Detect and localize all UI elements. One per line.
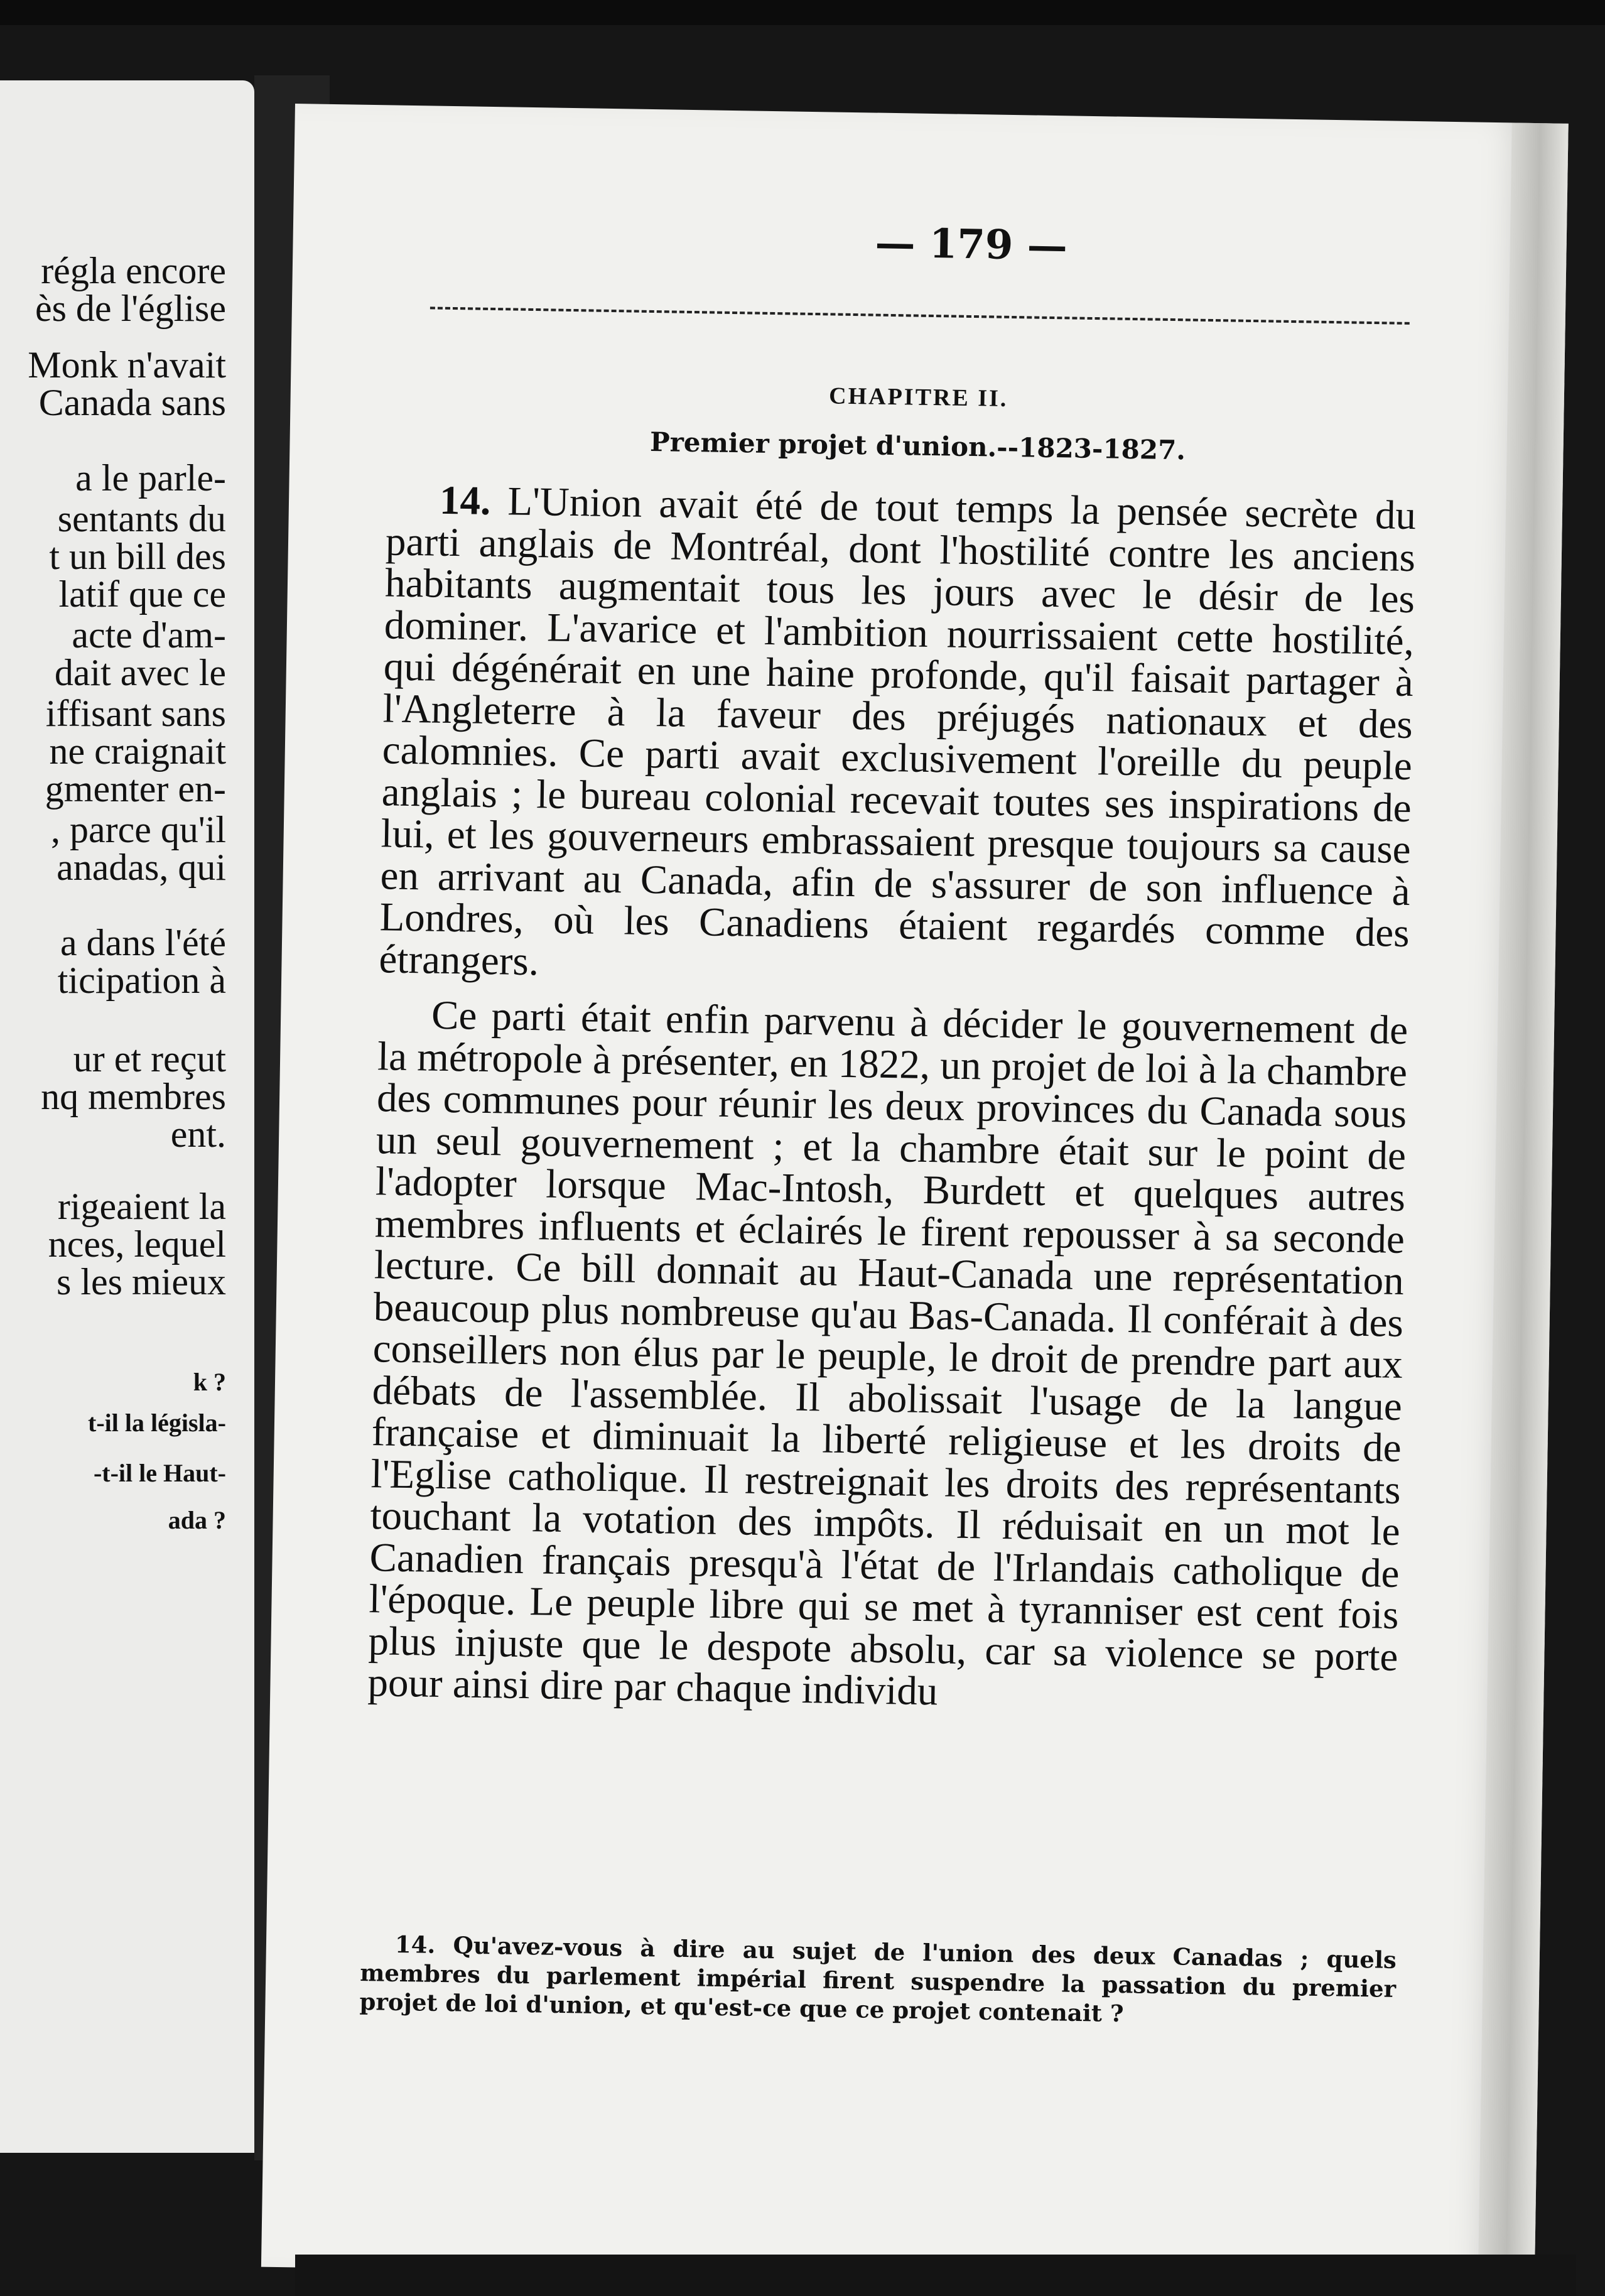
scan-border [0, 0, 1605, 25]
previous-page [0, 80, 254, 2153]
previous-page-line: acte d'am- [72, 614, 226, 656]
previous-page-line: nces, lequel [48, 1223, 226, 1265]
footnote-question: 14. Qu'avez-vous à dire au sujet de l'union des deux Canadas ; quels membres du parlement impérial firent suspendre la passation du premier projet de loi d'union, et qu'est-ce que ce projet contenait ? [359, 1930, 1397, 2028]
previous-page-line: Canada sans [38, 382, 226, 423]
previous-page-question-line: ada ? [168, 1506, 226, 1534]
previous-page-line: dait avec le [54, 652, 226, 693]
previous-page-line: ur et reçut [73, 1038, 226, 1080]
previous-page-line: gmenter en- [45, 768, 226, 810]
previous-page-line: a le parle- [75, 457, 226, 499]
page-179 [261, 104, 1569, 2287]
previous-page-line: Monk n'avait [28, 344, 226, 386]
previous-page-question-line: t-il la législa- [88, 1409, 226, 1437]
previous-page-line: t un bill des [49, 536, 226, 577]
previous-page-line: latif que ce [58, 573, 226, 615]
previous-page-line: rigeaient la [57, 1186, 226, 1227]
previous-page-line: nq membres [41, 1076, 226, 1117]
paragraph-2: Ce parti était enfin parvenu à décider le gouvernement de la métropole à présenter, en 1822, un projet de loi à la chambre des communes pour réunir les deux provinces du Canada sous un seul gouvernement ; et la chambre était sur le point de l'adopter lorsque Mac-Intosh, Burdett et quelques autres membres influents et éclairés le firent repousser à sa seconde lecture. Ce bill donnait au Haut-Canada une représentation beaucoup plus nombreuse qu'au Bas-Canada. Il conférait à des conseillers non élus par le peuple, le droit de prendre part aux débats de l'assemblée. Il abolissait l'usage de la langue française et diminuait la liberté religieuse et les droits de l'Eglise catholique. Il restreignait les droits des représentants touchant la votation des impôts. Il réduisait en un mot le Canadien français presqu'à l'état de l'Irlandais catholique de l'époque. Le peuple libre qui se met à tyranniser est cent fois plus injuste que le despote absolu, car sa violence se porte pour ainsi dire par chaque individu [367, 992, 1408, 1714]
previous-page-line: anadas, qui [57, 847, 226, 888]
previous-page-line: ne craignait [49, 730, 226, 772]
page-edge [1478, 122, 1569, 2287]
previous-page-line: a dans l'été [60, 922, 226, 963]
page-number: — 179 — [874, 219, 1068, 270]
chapter-title: CHAPITRE II. [828, 382, 1008, 412]
previous-page-line: ticipation à [57, 960, 226, 1001]
previous-page-line: , parce qu'il [50, 809, 226, 850]
previous-page-line: ent. [170, 1113, 226, 1155]
previous-page-line: ès de l'église [35, 288, 226, 329]
body-text [367, 479, 1416, 1719]
paragraph-number: 14. [439, 477, 491, 524]
previous-page-question-line: k ? [193, 1368, 226, 1396]
previous-page-question-line: -t-il le Haut- [93, 1459, 226, 1487]
previous-page-line: sentants du [57, 498, 226, 539]
previous-page-line: s les mieux [57, 1261, 226, 1302]
previous-page-line: régla encore [41, 250, 226, 291]
scan-border-bottom [295, 2255, 1576, 2296]
paragraph-14 [379, 479, 1416, 996]
paragraph-14-text: L'Union avait été de tout temps la pensée secrète du parti anglais de Montréal, dont l'hostilité contre les anciens habitants augmentait tous les jours avec le désir de les dominer. L'avarice et l'ambition nourrissaient cette hostilité, qui dégénérait en une haine profonde, qu'il faisait partager à l'Angleterre à la faveur des préjugés nationaux et des calomnies. Ce parti avait exclusivement l'oreille du peuple anglais ; le bureau colonial recevait toutes ses inspirations de lui, et les gouverneurs embrassaient presque toujours sa cause en arrivant au Canada, afin de s'assurer de son influence à Londres, où les Canadiens étaient regardés comme des étrangers. [379, 479, 1417, 984]
header-rule [430, 306, 1410, 325]
chapter-subtitle: Premier projet d'union.--1823-1827. [649, 426, 1186, 466]
previous-page-line: iffisant sans [45, 693, 226, 734]
